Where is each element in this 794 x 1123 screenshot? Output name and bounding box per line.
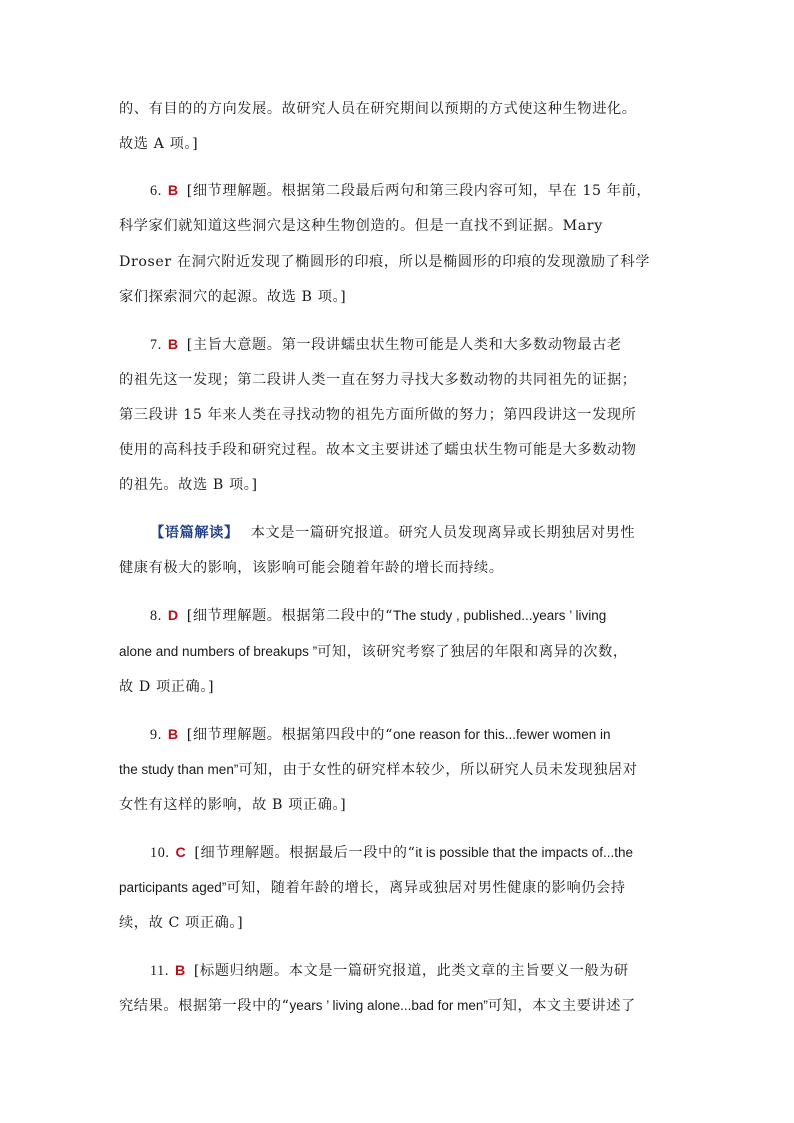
q6-text-1: [细节理解题。根据第二段最后两句和第三段内容可知，早在 15 年前， — [186, 183, 652, 199]
q9-line-2 — [119, 760, 638, 780]
q11-answer: B — [175, 963, 186, 979]
q6-number: 6. — [150, 183, 162, 199]
passage-line-2: 健康有极大的影响，该影响可能会随着年龄的增长而持续。 — [119, 560, 504, 576]
q10-text-2b: 可知，随着年龄的增长，离异或独居对男性健康的影响仍会持 — [226, 880, 626, 896]
q10-text-1en: it is possible that the impacts of...the — [415, 845, 634, 860]
q9-answer: B — [167, 727, 179, 743]
q10-text-2en: participants aged” — [119, 880, 227, 895]
q7-line-1 — [150, 335, 622, 355]
passage-line-1 — [150, 523, 635, 543]
q8-line-1 — [150, 606, 606, 626]
q9-number: 9. — [150, 727, 162, 743]
q11-text-2en: years ’ living alone...bad for men” — [289, 998, 488, 1013]
q9-text-1a: [细节理解题。根据第四段中的“ — [186, 727, 393, 743]
q11-line-2 — [119, 996, 636, 1016]
q11-number: 11. — [150, 963, 170, 979]
q8-answer: D — [167, 608, 179, 624]
q8-number: 8. — [150, 608, 162, 624]
q9-line-3: 女性有这样的影响，故 B 项正确。] — [119, 797, 347, 813]
q7-number: 7. — [150, 337, 162, 353]
q6-line-3: Droser 在洞穴附近发现了椭圆形的印痕，所以是椭圆形的印痕的发现激励了科学 — [119, 254, 651, 270]
q8-text-1a: [细节理解题。根据第二段中的“ — [186, 608, 393, 624]
passage-heading: 【语篇解读】 — [150, 525, 239, 541]
q8-text-2b: 可知，该研究考察了独居的年限和离异的次数， — [317, 644, 628, 660]
intro-line-2: 故选 A 项。] — [119, 136, 199, 152]
q11-text-2a: 究结果。根据第一段中的“ — [119, 998, 290, 1014]
q10-text-1a: [细节理解题。根据最后一段中的“ — [194, 845, 416, 861]
q6-line-1 — [150, 181, 651, 201]
q6-answer: B — [167, 183, 179, 199]
q11-text-2b: 可知，本文主要讲述了 — [487, 998, 636, 1014]
q10-line-3: 续，故 C 项正确。] — [119, 915, 244, 931]
q10-line-1 — [150, 843, 633, 863]
q8-line-2 — [119, 642, 628, 662]
q6-line-2: 科学家们就知道这些洞穴是这种生物创造的。但是一直找不到证据。Mary — [119, 218, 603, 234]
q9-text-2en: the study than men” — [119, 762, 239, 777]
q7-answer: B — [167, 337, 179, 353]
q9-text-2b: 可知，由于女性的研究样本较少，所以研究人员未发现独居对 — [238, 762, 638, 778]
q8-text-1en: The study , published...years ’ living — [392, 608, 607, 623]
q9-line-1 — [150, 725, 611, 745]
q10-answer: C — [175, 845, 187, 861]
q7-line-2: 的祖先这一发现；第二段讲人类一直在努力寻找大多数动物的共同祖先的证据； — [119, 372, 637, 388]
q6-line-4: 家们探索洞穴的起源。故选 B 项。] — [119, 289, 347, 305]
q10-line-2 — [119, 878, 626, 898]
q7-text-1: [主旨大意题。第一段讲蠕虫状生物可能是人类和大多数动物最古老 — [186, 337, 622, 353]
q9-text-1en: one reason for this...fewer women in — [392, 727, 611, 742]
q8-text-2en: alone and numbers of breakups ” — [119, 644, 318, 659]
q7-line-5: 的祖先。故选 B 项。] — [119, 477, 258, 493]
intro-line-1: 的、有目的的方向发展。故研究人员在研究期间以预期的方式使这种生物进化。 — [119, 101, 637, 117]
q10-number: 10. — [150, 845, 170, 861]
q8-line-3: 故 D 项正确。] — [119, 679, 215, 695]
q11-text-1: [标题归纳题。本文是一篇研究报道，此类文章的主旨要义一般为研 — [193, 963, 629, 979]
q11-line-1 — [150, 961, 629, 981]
q7-line-4: 使用的高科技手段和研究过程。故本文主要讲述了蠕虫状生物可能是大多数动物 — [119, 442, 637, 458]
passage-text-1: 本文是一篇研究报道。研究人员发现离异或长期独居对男性 — [250, 525, 636, 541]
q7-line-3: 第三段讲 15 年来人类在寻找动物的祖先方面所做的努力；第四段讲这一发现所 — [119, 407, 637, 423]
